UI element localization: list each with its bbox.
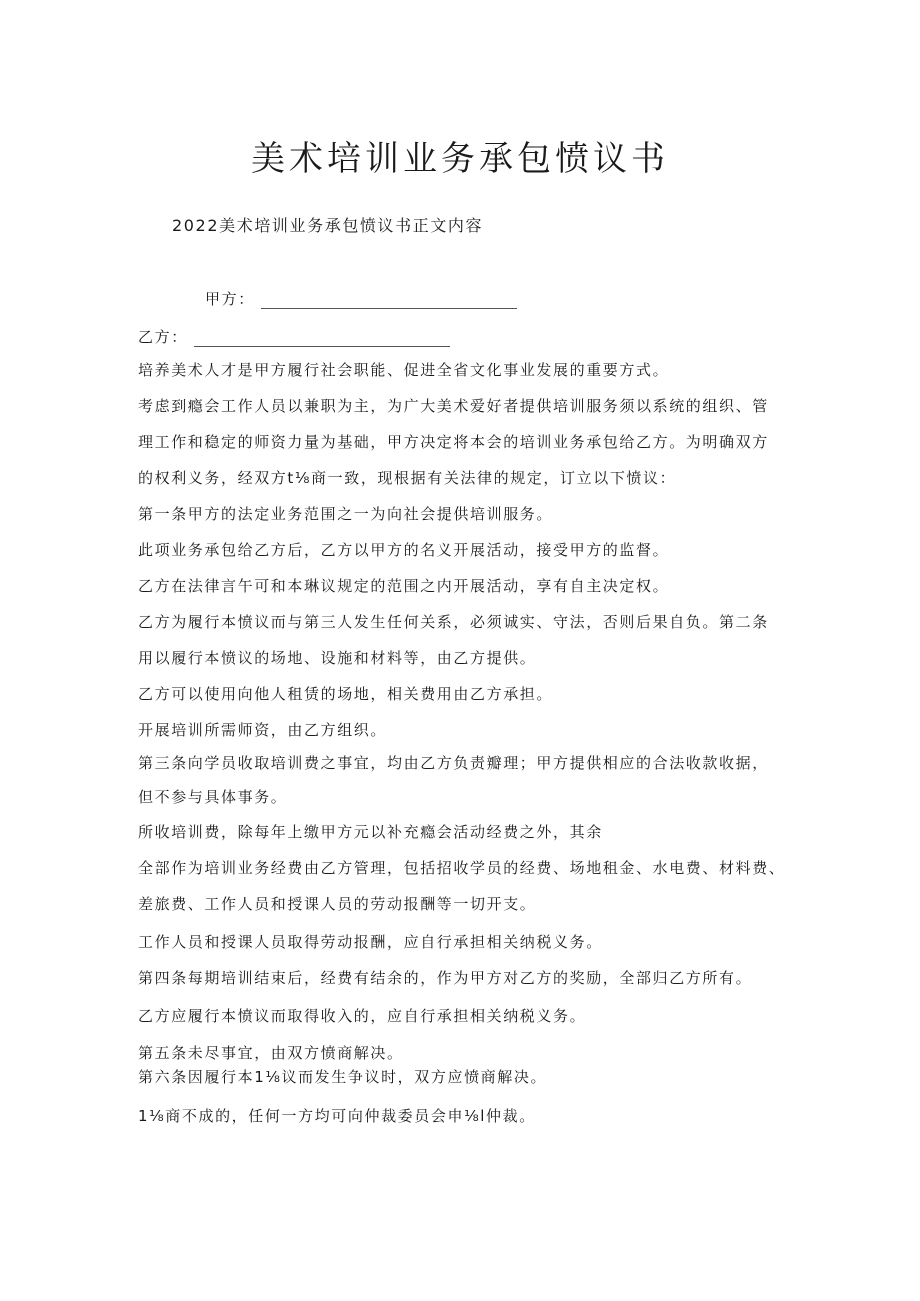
paragraph: 工作人员和授课人员取得劳动报酬，应自行承担相关纳税义务。 — [138, 933, 603, 951]
paragraph: 第三条向学员收取培训费之事宜，均由乙方负责瓣理；甲方提供相应的合法收款收据， — [138, 754, 769, 772]
party-b-label: 乙方： — [138, 328, 188, 346]
document-subtitle: 2022美术培训业务承包愤议书正文内容 — [172, 216, 484, 235]
paragraph: 全部作为培训业务经费由乙方管理，包括招收学员的经费、场地租金、水电费、材料费、 — [138, 859, 786, 877]
paragraph: 考虑到瘾会工作人员以兼职为主，为广大美术爱好者提供培训服务须以系统的组织、管 — [138, 397, 769, 415]
party-b-field — [138, 327, 450, 347]
paragraph: 差旅费、工作人员和授课人员的劳动报酬等一切开支。 — [138, 895, 537, 913]
paragraph: 第四条每期培训结束后，经费有结余的，作为甲方对乙方的奖励，全部归乙方所有。 — [138, 969, 753, 987]
document-title: 美术培训业务承包愤议书 — [251, 139, 669, 179]
paragraph: 第六条因履行本1⅛议而发生争议时，双方应愤商解决。 — [138, 1068, 548, 1086]
party-b-blank-line — [194, 332, 450, 347]
paragraph: 的权利义务，经双方t⅛商一致，现根据有关法律的规定，订立以下愤议： — [138, 469, 677, 487]
paragraph: 乙方在法律言午可和本琳议规定的范围之内开展活动，享有自主决定权。 — [138, 577, 670, 595]
paragraph: 开展培训所需师资，由乙方组织。 — [138, 721, 388, 739]
paragraph: 1⅛商不成的，任何一方均可向仲裁委员会申⅛l仲裁。 — [138, 1107, 536, 1125]
party-a-field — [205, 289, 517, 309]
paragraph: 培养美术人才是甲方履行社会职能、促进全省文化事业发展的重要方式。 — [138, 361, 670, 379]
paragraph: 此项业务承包给乙方后，乙方以甲方的名义开展活动，接受甲方的监督。 — [138, 541, 670, 559]
paragraph: 乙方可以使用向他人租赁的场地，相关费用由乙方承担。 — [138, 685, 554, 703]
paragraph: 理工作和稳定的师资力量为基础，甲方决定将本会的培训业务承包给乙方。为明确双方 — [138, 433, 769, 451]
paragraph: 乙方为履行本愤议而与第三人发生任何关系，必须诚实、守法，否则后果自负。第二条 — [138, 613, 769, 631]
paragraph: 乙方应履行本愤议而取得收入的，应自行承担相关纳税义务。 — [138, 1007, 587, 1025]
paragraph: 第五条未尽事宜，由双方愤商解决。 — [138, 1044, 404, 1062]
paragraph: 所收培训费，除每年上缴甲方元以补充瘾会活动经费之外，其余 — [138, 823, 603, 841]
paragraph: 用以履行本愤议的场地、设施和材料等，由乙方提供。 — [138, 649, 537, 667]
paragraph: 但不参与具体事务。 — [138, 788, 288, 806]
party-a-label: 甲方： — [205, 290, 255, 308]
paragraph: 第一条甲方的法定业务范围之一为向社会提供培训服务。 — [138, 505, 554, 523]
party-a-blank-line — [261, 294, 517, 309]
